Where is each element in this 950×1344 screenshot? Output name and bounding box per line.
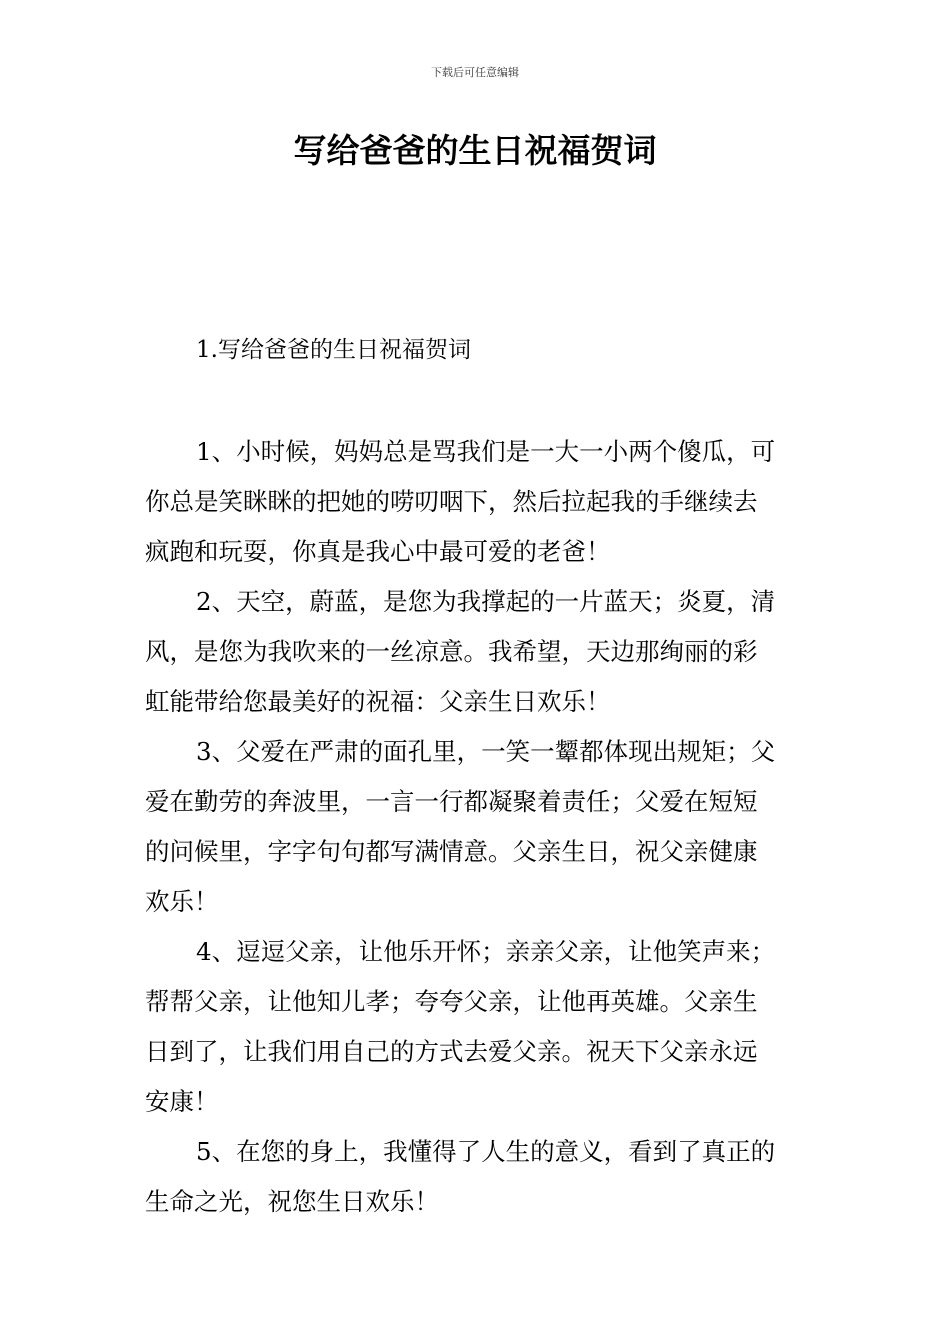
document-title: 写给爸爸的生日祝福贺词 bbox=[293, 131, 657, 170]
paragraph bbox=[145, 1127, 815, 1227]
paragraph bbox=[145, 927, 815, 1127]
paragraph bbox=[145, 427, 815, 577]
section-heading: 1.写给爸爸的生日祝福贺词 bbox=[196, 337, 471, 363]
paragraph-line: 安康！ bbox=[145, 1087, 219, 1116]
paragraph-line: 2、天空，蔚蓝，是您为我撑起的一片蓝天；炎夏，清 bbox=[196, 587, 776, 616]
paragraph-line: 5、在您的身上，我懂得了人生的意义，看到了真正的 bbox=[196, 1137, 776, 1166]
paragraph-line: 的问候里，字字句句都写满情意。父亲生日，祝父亲健康 bbox=[145, 837, 758, 866]
paragraph-line: 生命之光，祝您生日欢乐！ bbox=[145, 1187, 439, 1216]
paragraph-line: 风，是您为我吹来的一丝凉意。我希望，天边那绚丽的彩 bbox=[145, 637, 758, 666]
paragraph-line: 疯跑和玩耍，你真是我心中最可爱的老爸！ bbox=[145, 537, 611, 566]
paragraph bbox=[145, 577, 815, 727]
paragraph-line: 4、逗逗父亲，让他乐开怀；亲亲父亲，让他笑声来； bbox=[196, 937, 776, 966]
paragraph-line: 帮帮父亲，让他知儿孝；夸夸父亲，让他再英雄。父亲生 bbox=[145, 987, 758, 1016]
document-body bbox=[145, 427, 815, 1227]
paragraph-line: 欢乐！ bbox=[145, 887, 219, 916]
header-note: 下载后可任意编辑 bbox=[431, 66, 519, 79]
paragraph-line: 日到了，让我们用自己的方式去爱父亲。祝天下父亲永远 bbox=[145, 1037, 758, 1066]
paragraph-line: 虹能带给您最美好的祝福：父亲生日欢乐！ bbox=[145, 687, 611, 716]
paragraph-line: 3、父爱在严肃的面孔里，一笑一颦都体现出规矩；父 bbox=[196, 737, 776, 766]
paragraph-line: 1、小时候，妈妈总是骂我们是一大一小两个傻瓜，可 bbox=[196, 437, 776, 466]
paragraph-line: 你总是笑眯眯的把她的唠叨咽下，然后拉起我的手继续去 bbox=[145, 487, 758, 516]
paragraph-line: 爱在勤劳的奔波里，一言一行都凝聚着责任；父爱在短短 bbox=[145, 787, 758, 816]
paragraph bbox=[145, 727, 815, 927]
